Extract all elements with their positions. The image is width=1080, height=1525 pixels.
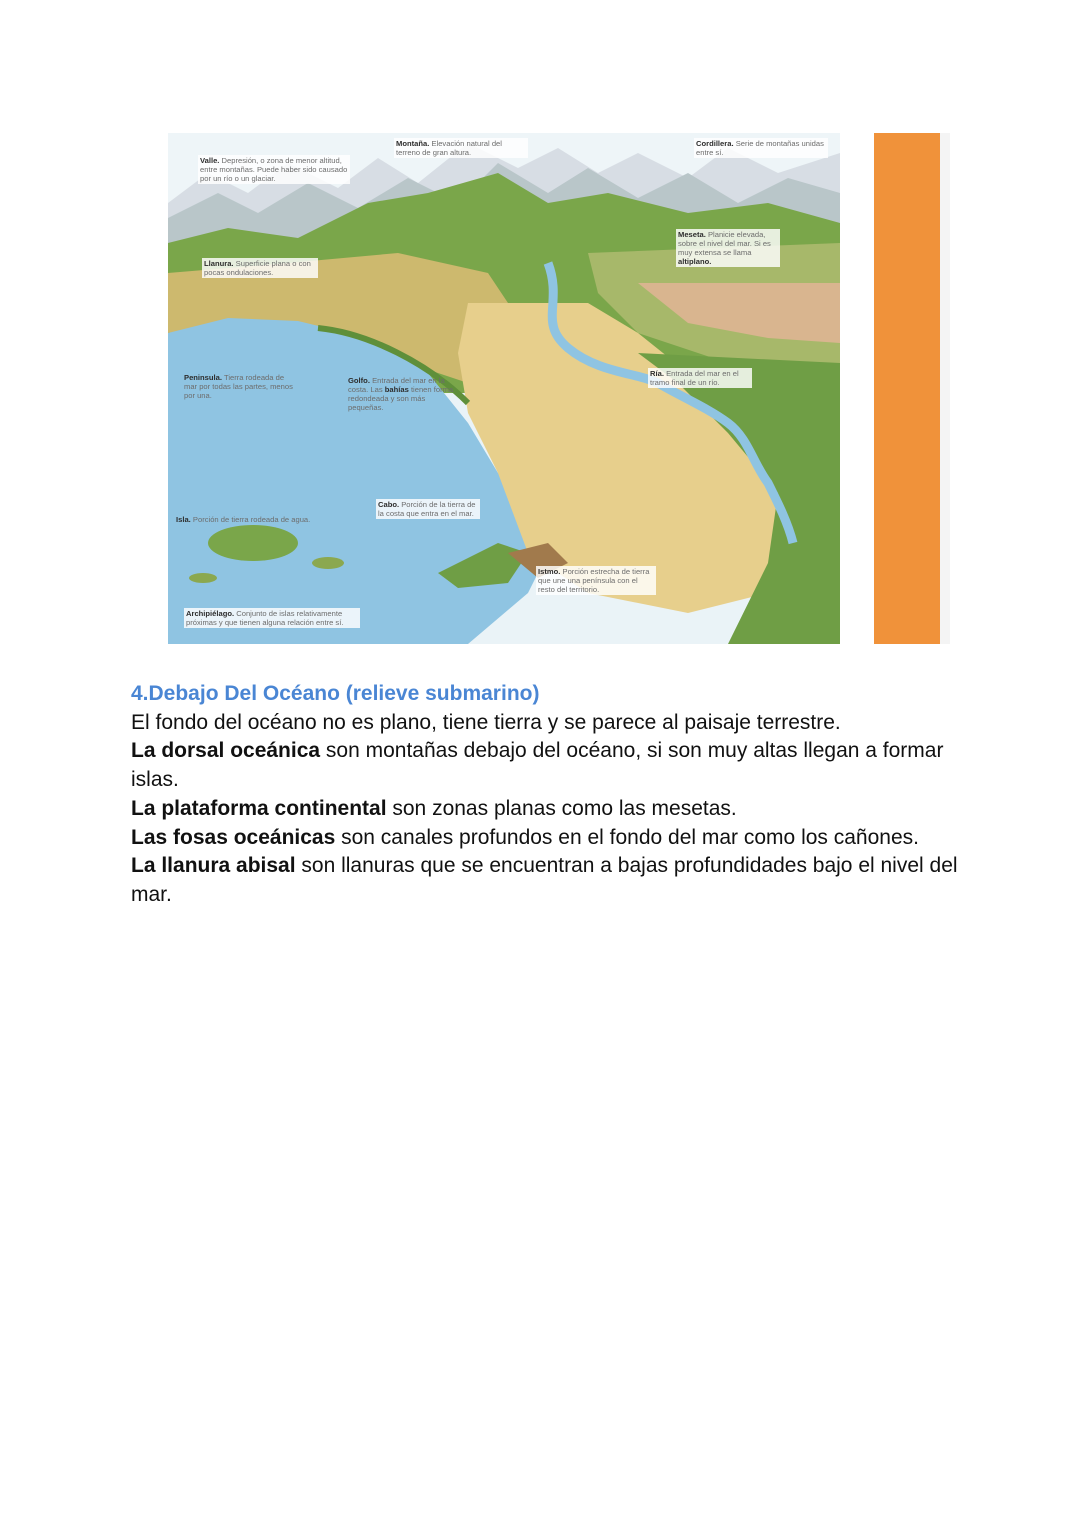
label-istmo: Istmo. Porción estrecha de tierra que une una península con el resto del territorio. [536,566,656,595]
item-llanura-abisal: La llanura abisal son llanuras que se encuentran a bajas profundidades bajo el nivel del mar. [131,854,958,906]
intro-paragraph: El fondo del océano no es plano, tiene tierra y se parece al paisaje terrestre. [131,710,841,734]
label-peninsula: Peninsula. Tierra rodeada de mar por todas las partes, menos por una. [184,373,293,400]
label-meseta: Meseta. Planicie elevada, sobre el nivel del mar. Si es muy extensa se llama altiplano. [676,229,780,267]
orange-side-bar [874,133,940,644]
label-cordillera: Cordillera. Serie de montañas unidas entre sí. [694,138,828,158]
label-golfo: Golfo. Entrada del mar en la costa. Las bahías tienen forma redondeada y son más pequeñas. [348,376,454,412]
term-fosas: Las fosas oceánicas [131,825,336,849]
label-llanura: Llanura. Superficie plana o con pocas ondulaciones. [202,258,318,278]
label-cabo: Cabo. Porción de la tierra de la costa que entra en el mar. [376,499,480,519]
label-ria: Ría. Entrada del mar en el tramo final de un río. [648,368,752,388]
term-dorsal: La dorsal oceánica [131,739,321,763]
term-llanura-abisal: La llanura abisal [131,854,296,878]
section-heading: 4.Debajo Del Océano (relieve submarino) [131,682,540,705]
item-fosas: Las fosas oceánicas son canales profundos en el fondo del mar como los cañones. [131,825,919,849]
item-plataforma: La plataforma continental son zonas planas como las mesetas. [131,796,737,820]
relief-illustration [168,133,840,644]
label-valle: Valle. Depresión, o zona de menor altitud, entre montañas. Puede haber sido causado por un río o un glaciar. [198,155,350,184]
item-dorsal: La dorsal oceánica son montañas debajo del océano, si son muy altas llegan a formar islas. [131,739,944,792]
term-plataforma: La plataforma continental [131,796,387,820]
label-archipielago: Archipiélago. Conjunto de islas relativamente próximas y que tienen alguna relación entre sí. [184,608,360,628]
text-section [131,680,961,910]
figure-edge [940,133,950,644]
label-montana: Montaña. Elevación natural del terreno de gran altura. [394,138,528,158]
label-isla: Isla. Porción de tierra rodeada de agua. [176,515,311,524]
